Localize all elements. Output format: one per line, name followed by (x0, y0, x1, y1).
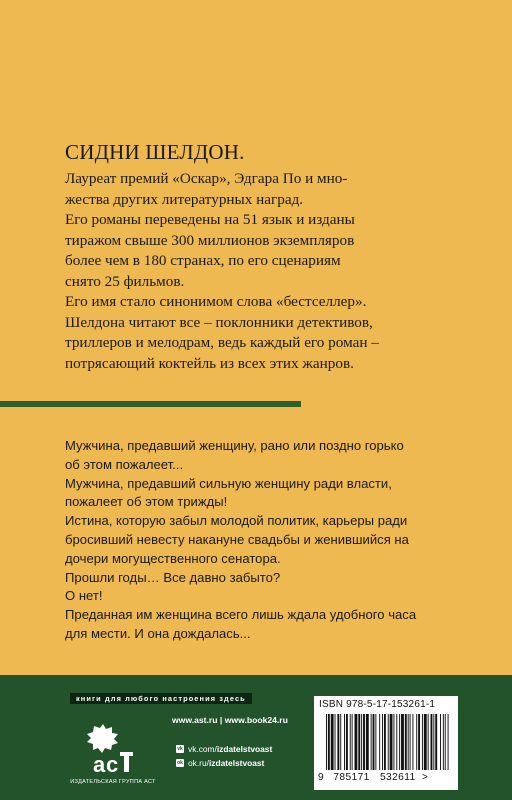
bio-line: снято 25 фильмов. (65, 272, 185, 290)
ean-group1: 785171 (333, 772, 370, 783)
blurb-line: О нет! (65, 588, 103, 604)
blurb-line: Преданная им женщина всего лишь ждала удобного часа (65, 607, 417, 623)
svg-text:a: a (93, 752, 106, 777)
ok-icon: ok (177, 760, 183, 766)
blurb (65, 437, 485, 644)
ok-handle: izdatelstvoast (208, 758, 265, 768)
vk-prefix: vk.com/ (188, 744, 217, 754)
bio-line: тиражом свыше 300 миллионов экземпляров (65, 231, 355, 249)
blurb-line: Истина, которую забыл молодой политик, карьеры ради (65, 513, 408, 529)
websites[interactable]: www.ast.ru | www.book24.ru (172, 715, 288, 725)
bio-line: Его романы переведены на 51 язык и изданы (65, 211, 355, 228)
logo-caption: ИЗДАТЕЛЬСКАЯ ГРУППА АСТ (70, 779, 156, 785)
bio-line: жества других литературных наград. (65, 190, 304, 208)
bio-line: более чем в 180 странах, по его сценариям (65, 252, 341, 269)
blurb-line: дочери могущественного сенатора. (65, 550, 281, 566)
ok-prefix: ok.ru/ (188, 758, 209, 768)
blurb-line: об этом пожалеет... (65, 456, 184, 472)
bio-line: Лауреат премий «Оскар», Эдгара По и мно- (65, 170, 348, 187)
green-divider (0, 401, 301, 407)
ean-digits (318, 772, 458, 783)
bio-line: Его имя стало синонимом слова «бестселлер». (65, 293, 367, 310)
ean-first: 9 (318, 772, 325, 783)
author-heading: СИДНИ ШЕЛДОН. (65, 140, 245, 164)
ast-logo-icon (57, 712, 169, 778)
blurb-line: пожалеет об этом трижды! (65, 494, 228, 510)
vk-handle: izdatelstvoast (216, 744, 273, 754)
ok-link[interactable] (176, 758, 264, 768)
isbn: ISBN 978-5-17-153261-1 (319, 699, 436, 710)
vk-link[interactable] (176, 744, 272, 754)
blurb-line: Мужчина, предавший женщину, рано или поздно горько (65, 438, 404, 453)
ean-arrow: > (421, 772, 429, 783)
barcode-icon (314, 712, 458, 772)
blurb-line: Мужчина, предавший сильную женщину ради власти, (65, 475, 392, 491)
blurb-line: бросивший невесту накануне свадьбы и женившийся на (65, 531, 409, 547)
publisher-footer (0, 675, 512, 800)
bio-line: потрясающий коктейль из всех этих жанров. (65, 354, 354, 372)
ast-logo (57, 712, 169, 787)
blurb-line: для мести. И она дождалась... (65, 625, 251, 641)
barcode-block (314, 696, 458, 790)
tagline: книги для любого настроения здесь (70, 693, 252, 704)
bio-line: триллеров и мелодрам, ведь каждый его роман – (65, 334, 379, 351)
svg-text:c: c (106, 752, 119, 777)
ean-group2: 532611 (379, 772, 416, 783)
bio-line: Шелдона читают все – поклонники детективов, (65, 313, 373, 331)
vk-icon: vk (177, 746, 183, 752)
blurb-line: Прошли годы… Все давно забыто? (65, 569, 281, 585)
author-bio (65, 140, 465, 374)
